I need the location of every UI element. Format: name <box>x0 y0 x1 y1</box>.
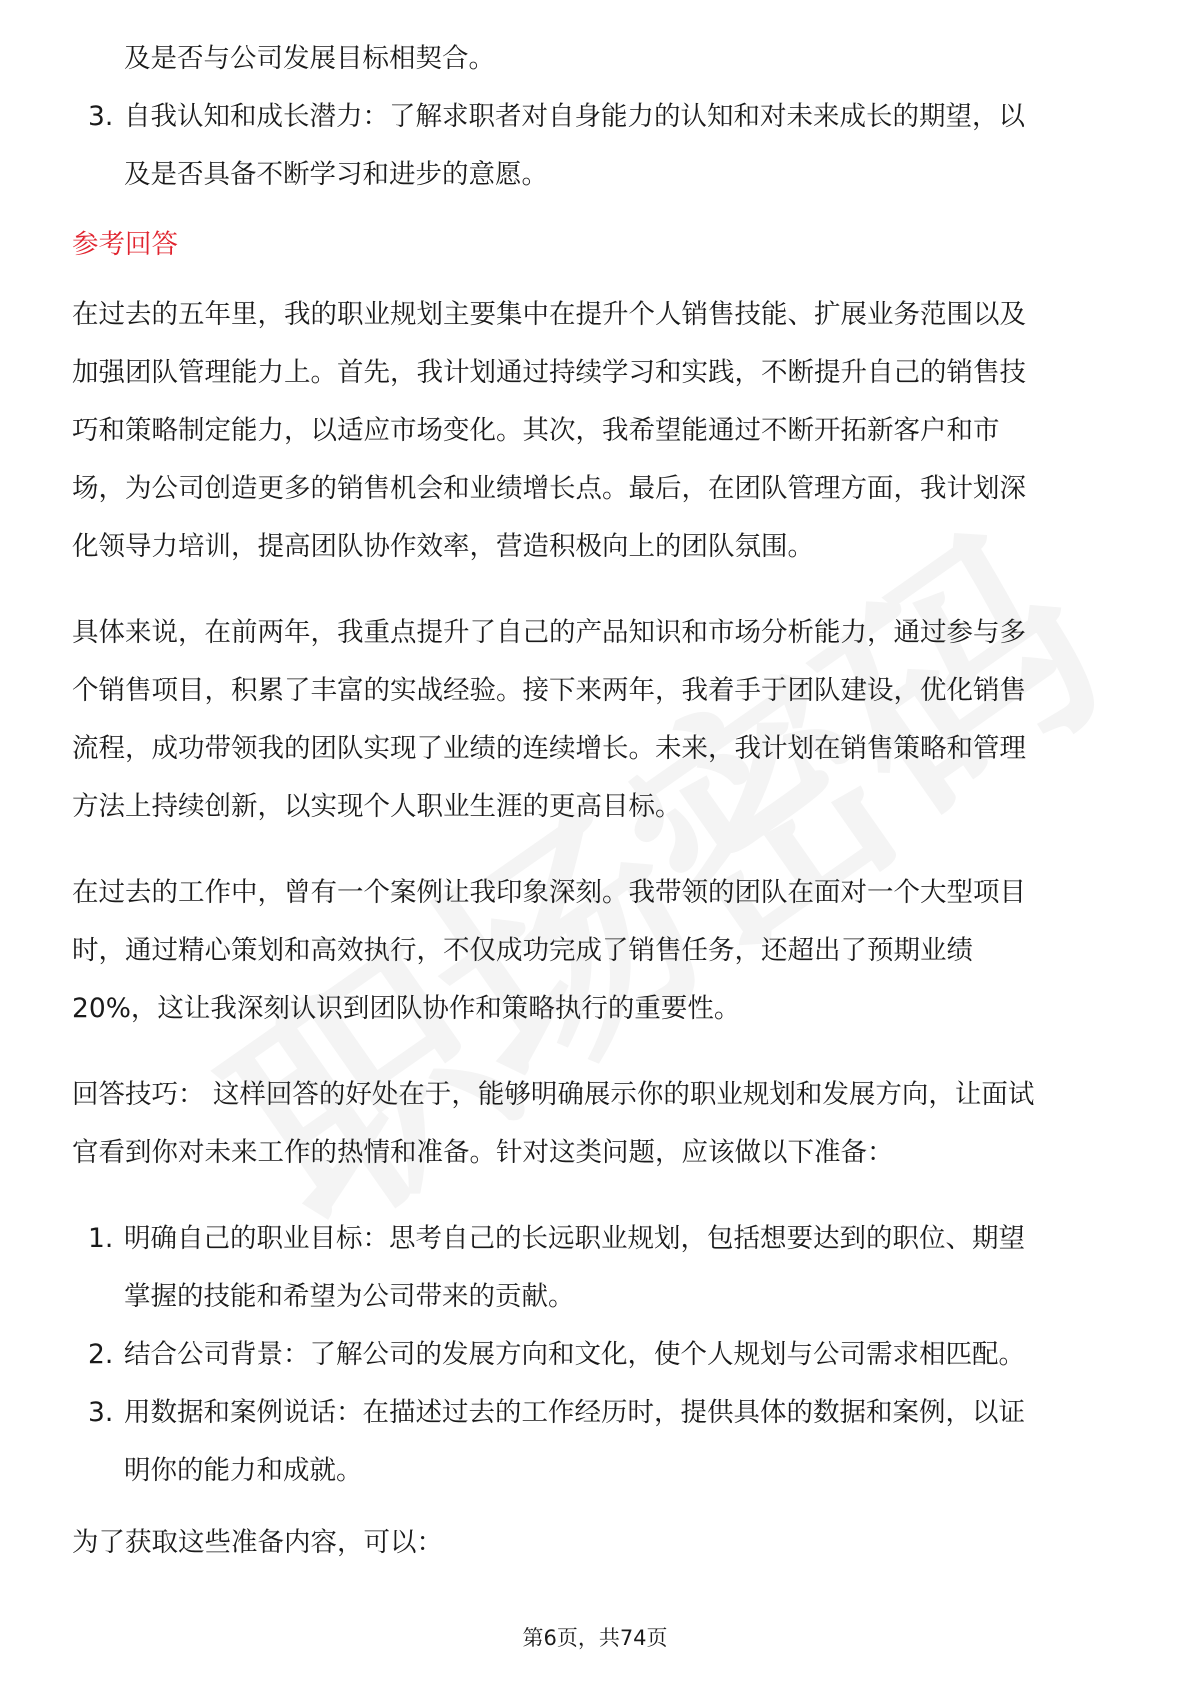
list-item <box>72 88 1118 204</box>
list-item-text: 掌握的技能和希望为公司带来的贡献。 <box>124 1281 575 1312</box>
paragraph-line: 场，为公司创造更多的销售机会和业绩增长点。最后，在团队管理方面，我计划深 <box>72 473 1026 504</box>
paragraph-line: 个销售项目，积累了丰富的实战经验。接下来两年，我着手于团队建设，优化销售 <box>72 675 1026 706</box>
paragraph-line: 方法上持续创新，以实现个人职业生涯的更高目标。 <box>72 791 682 822</box>
list-number: 2. <box>88 1339 114 1370</box>
list-number: 1. <box>88 1223 114 1254</box>
tips-list <box>72 1210 1118 1500</box>
paragraph <box>72 1066 1118 1182</box>
paragraph-line: 流程，成功带领我的团队实现了业绩的连续增长。未来，我计划在销售策略和管理 <box>72 733 1026 764</box>
section-heading: 参考回答 <box>72 229 178 260</box>
paragraph-line: 巧和策略制定能力，以适应市场变化。其次，我希望能通过不断开拓新客户和市 <box>72 415 1000 446</box>
list-item-text: 明你的能力和成就。 <box>124 1455 363 1486</box>
list-number: 3. <box>88 101 114 132</box>
list-item-text: 明确自己的职业目标：思考自己的长远职业规划，包括想要达到的职位、期望 <box>124 1223 1025 1254</box>
paragraph-line: 加强团队管理能力上。首先，我计划通过持续学习和实践，不断提升自己的销售技 <box>72 357 1026 388</box>
paragraph-line: 回答技巧： 这样回答的好处在于，能够明确展示你的职业规划和发展方向，让面试 <box>72 1079 1035 1110</box>
list-item-text: 结合公司背景：了解公司的发展方向和文化，使个人规划与公司需求相匹配。 <box>124 1339 1025 1370</box>
paragraph-line: 在过去的工作中，曾有一个案例让我印象深刻。我带领的团队在面对一个大型项目 <box>72 877 1026 908</box>
paragraph <box>72 604 1118 836</box>
paragraph-line: 时，通过精心策划和高效执行，不仅成功完成了销售任务，还超出了预期业绩 <box>72 935 973 966</box>
page-footer: 第6页，共74页 <box>522 1626 668 1650</box>
list-item-continuation: 及是否与公司发展目标相契合。 <box>124 43 495 74</box>
list-item-text: 用数据和案例说话：在描述过去的工作经历时，提供具体的数据和案例，以证 <box>124 1397 1025 1428</box>
list-item <box>72 1326 1118 1384</box>
paragraph-line: 20%，这让我深刻认识到团队协作和策略执行的重要性。 <box>72 993 741 1024</box>
list-item-text: 及是否具备不断学习和进步的意愿。 <box>124 159 548 190</box>
paragraph <box>72 864 1118 1038</box>
list-item-text: 自我认知和成长潜力：了解求职者对自身能力的认知和对未来成长的期望，以 <box>124 101 1025 132</box>
paragraph-line: 化领导力培训，提高团队协作效率，营造积极向上的团队氛围。 <box>72 531 814 562</box>
list-number: 3. <box>88 1397 114 1428</box>
list-item <box>72 1210 1118 1326</box>
paragraph <box>72 286 1118 576</box>
paragraph-line: 官看到你对未来工作的热情和准备。针对这类问题，应该做以下准备： <box>72 1137 894 1168</box>
closing-line: 为了获取这些准备内容，可以： <box>72 1527 443 1558</box>
paragraph-line: 在过去的五年里，我的职业规划主要集中在提升个人销售技能、扩展业务范围以及 <box>72 299 1026 330</box>
list-item <box>72 1384 1118 1500</box>
paragraph-line: 具体来说，在前两年，我重点提升了自己的产品知识和市场分析能力，通过参与多 <box>72 617 1026 648</box>
